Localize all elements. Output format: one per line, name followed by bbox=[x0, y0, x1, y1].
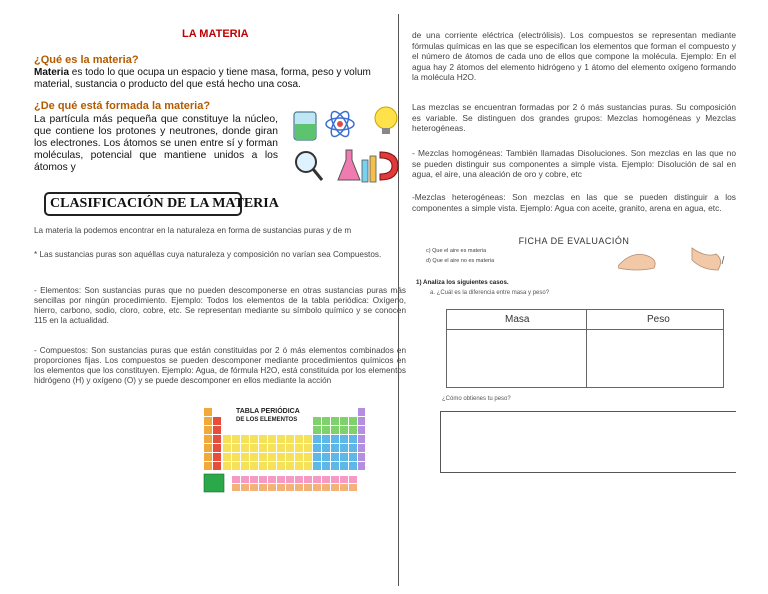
evaluation-sheet-title: FICHA DE EVALUACIÓN bbox=[518, 236, 630, 246]
option-d: d) Que el aire no es materia bbox=[426, 258, 495, 264]
definition-term: Materia bbox=[34, 67, 70, 78]
periodic-table-image bbox=[202, 404, 366, 494]
table-divider bbox=[586, 310, 587, 387]
definition-line-1: es todo lo que ocupa un espacio y tiene masa, forma, peso y volum bbox=[69, 67, 371, 78]
worksheet-question-1: 1) Analiza los siguientes casos. bbox=[416, 279, 509, 286]
hands-illustration bbox=[618, 246, 728, 272]
option-c: c) Que el aire es materia bbox=[426, 248, 487, 254]
right-column bbox=[412, 0, 736, 594]
mixtures-paragraph: Las mezclas se encuentran formadas por 2 ó más sustancias puras. Su composición es variable. Se distinguen dos grandes grupos: Mezclas homogéneas y Mezclas heterogéneas. bbox=[412, 102, 736, 133]
elements-paragraph: - Elementos: Son sustancias puras que no pueden descomponerse en otras sustancias puras más sencillas por ningún procedimiento. Ejemplo: Todos los elementos de la tabla periódica: Oxígeno, hierro, carbono, sodio, cloro, cobre, etc. Se representan mediante su símbolo químico y se conocen 115 en la actualidad. bbox=[34, 286, 406, 325]
question-heading-what-is-matter: ¿Qué es la materia? bbox=[34, 54, 139, 66]
intro-paragraph: La materia la podemos encontrar en la naturaleza en forma de sustancias puras y de m bbox=[34, 226, 352, 235]
composition-paragraph: La partícula más pequeña que constituye la núcleo, que contiene los protones y neutrones, donde giran los electrones. Los átomos se unen entre sí y forman moléculas, potencial que mantiene unidos a los átomos y bbox=[34, 114, 278, 173]
worksheet-question-weight: ¿Cómo obtienes tu peso? bbox=[442, 396, 511, 402]
compounds-paragraph: - Compuestos: Son sustancias puras que están constituidas por 2 ó más elementos combinados en proporciones fijas. Los compuestos se pueden descomponer mediante procedimientos químicos en los elementos que los constituyen. Ejemplo: Agua, de fórmula H2O, está constituida por los elementos hidrógeno (H) y oxígeno (O) y se puede descomponer en ellos mediante la acción bbox=[34, 346, 406, 385]
left-column bbox=[34, 0, 406, 594]
question-heading-composition: ¿De qué está formada la materia? bbox=[34, 100, 211, 112]
definition-line-2: material, sustancia o producto del que está hecho una cosa. bbox=[34, 79, 301, 90]
table-header-row bbox=[447, 310, 723, 330]
worksheet-question-a: a. ¿Cuál es la diferencia entre masa y peso? bbox=[430, 290, 550, 296]
mass-weight-table bbox=[446, 309, 724, 388]
table-header-peso: Peso bbox=[647, 314, 670, 325]
classification-title: CLASIFICACIÓN DE LA MATERIA bbox=[50, 196, 279, 211]
compounds-continued-paragraph: de una corriente eléctrica (electrólisis). Los compuestos se representan mediante fórmulas químicas en las que se especifican los elementos que forman el compuesto y el número de átomos de cada uno de ellos que compone la molécula. Ejemplo: En el agua hay 2 átomos del elemento hidrógeno y 1 átomo del elemento oxígeno formando la molécula H2O. bbox=[412, 30, 736, 82]
table-header-masa: Masa bbox=[505, 314, 530, 325]
definition-paragraph bbox=[34, 67, 371, 91]
periodic-title-1: TABLA PERIÓDICA bbox=[236, 408, 300, 415]
science-clipart-image bbox=[288, 102, 404, 192]
page-title: LA MATERIA bbox=[182, 28, 249, 40]
pure-substances-paragraph: * Las sustancias puras son aquéllas cuya naturaleza y composición no varían sea Compuestos. bbox=[34, 250, 382, 259]
answer-box[interactable] bbox=[440, 411, 736, 473]
periodic-title-2: DE LOS ELEMENTOS bbox=[236, 417, 298, 423]
homogeneous-mixtures-paragraph: - Mezclas homogéneas: También llamadas Disoluciones. Son mezclas en las que no se pueden distinguir sus componentes a simple vista. Ejemplo: Disolución de sal en agua, el aire, una aleación de oro y cobre, etc bbox=[412, 148, 736, 179]
heterogeneous-mixtures-paragraph: -Mezclas heterogéneas: Son mezclas en las que se pueden distinguir a los componentes a simple vista. Ejemplo: Agua con aceite, granito, arena en agua, etc. bbox=[412, 192, 736, 213]
